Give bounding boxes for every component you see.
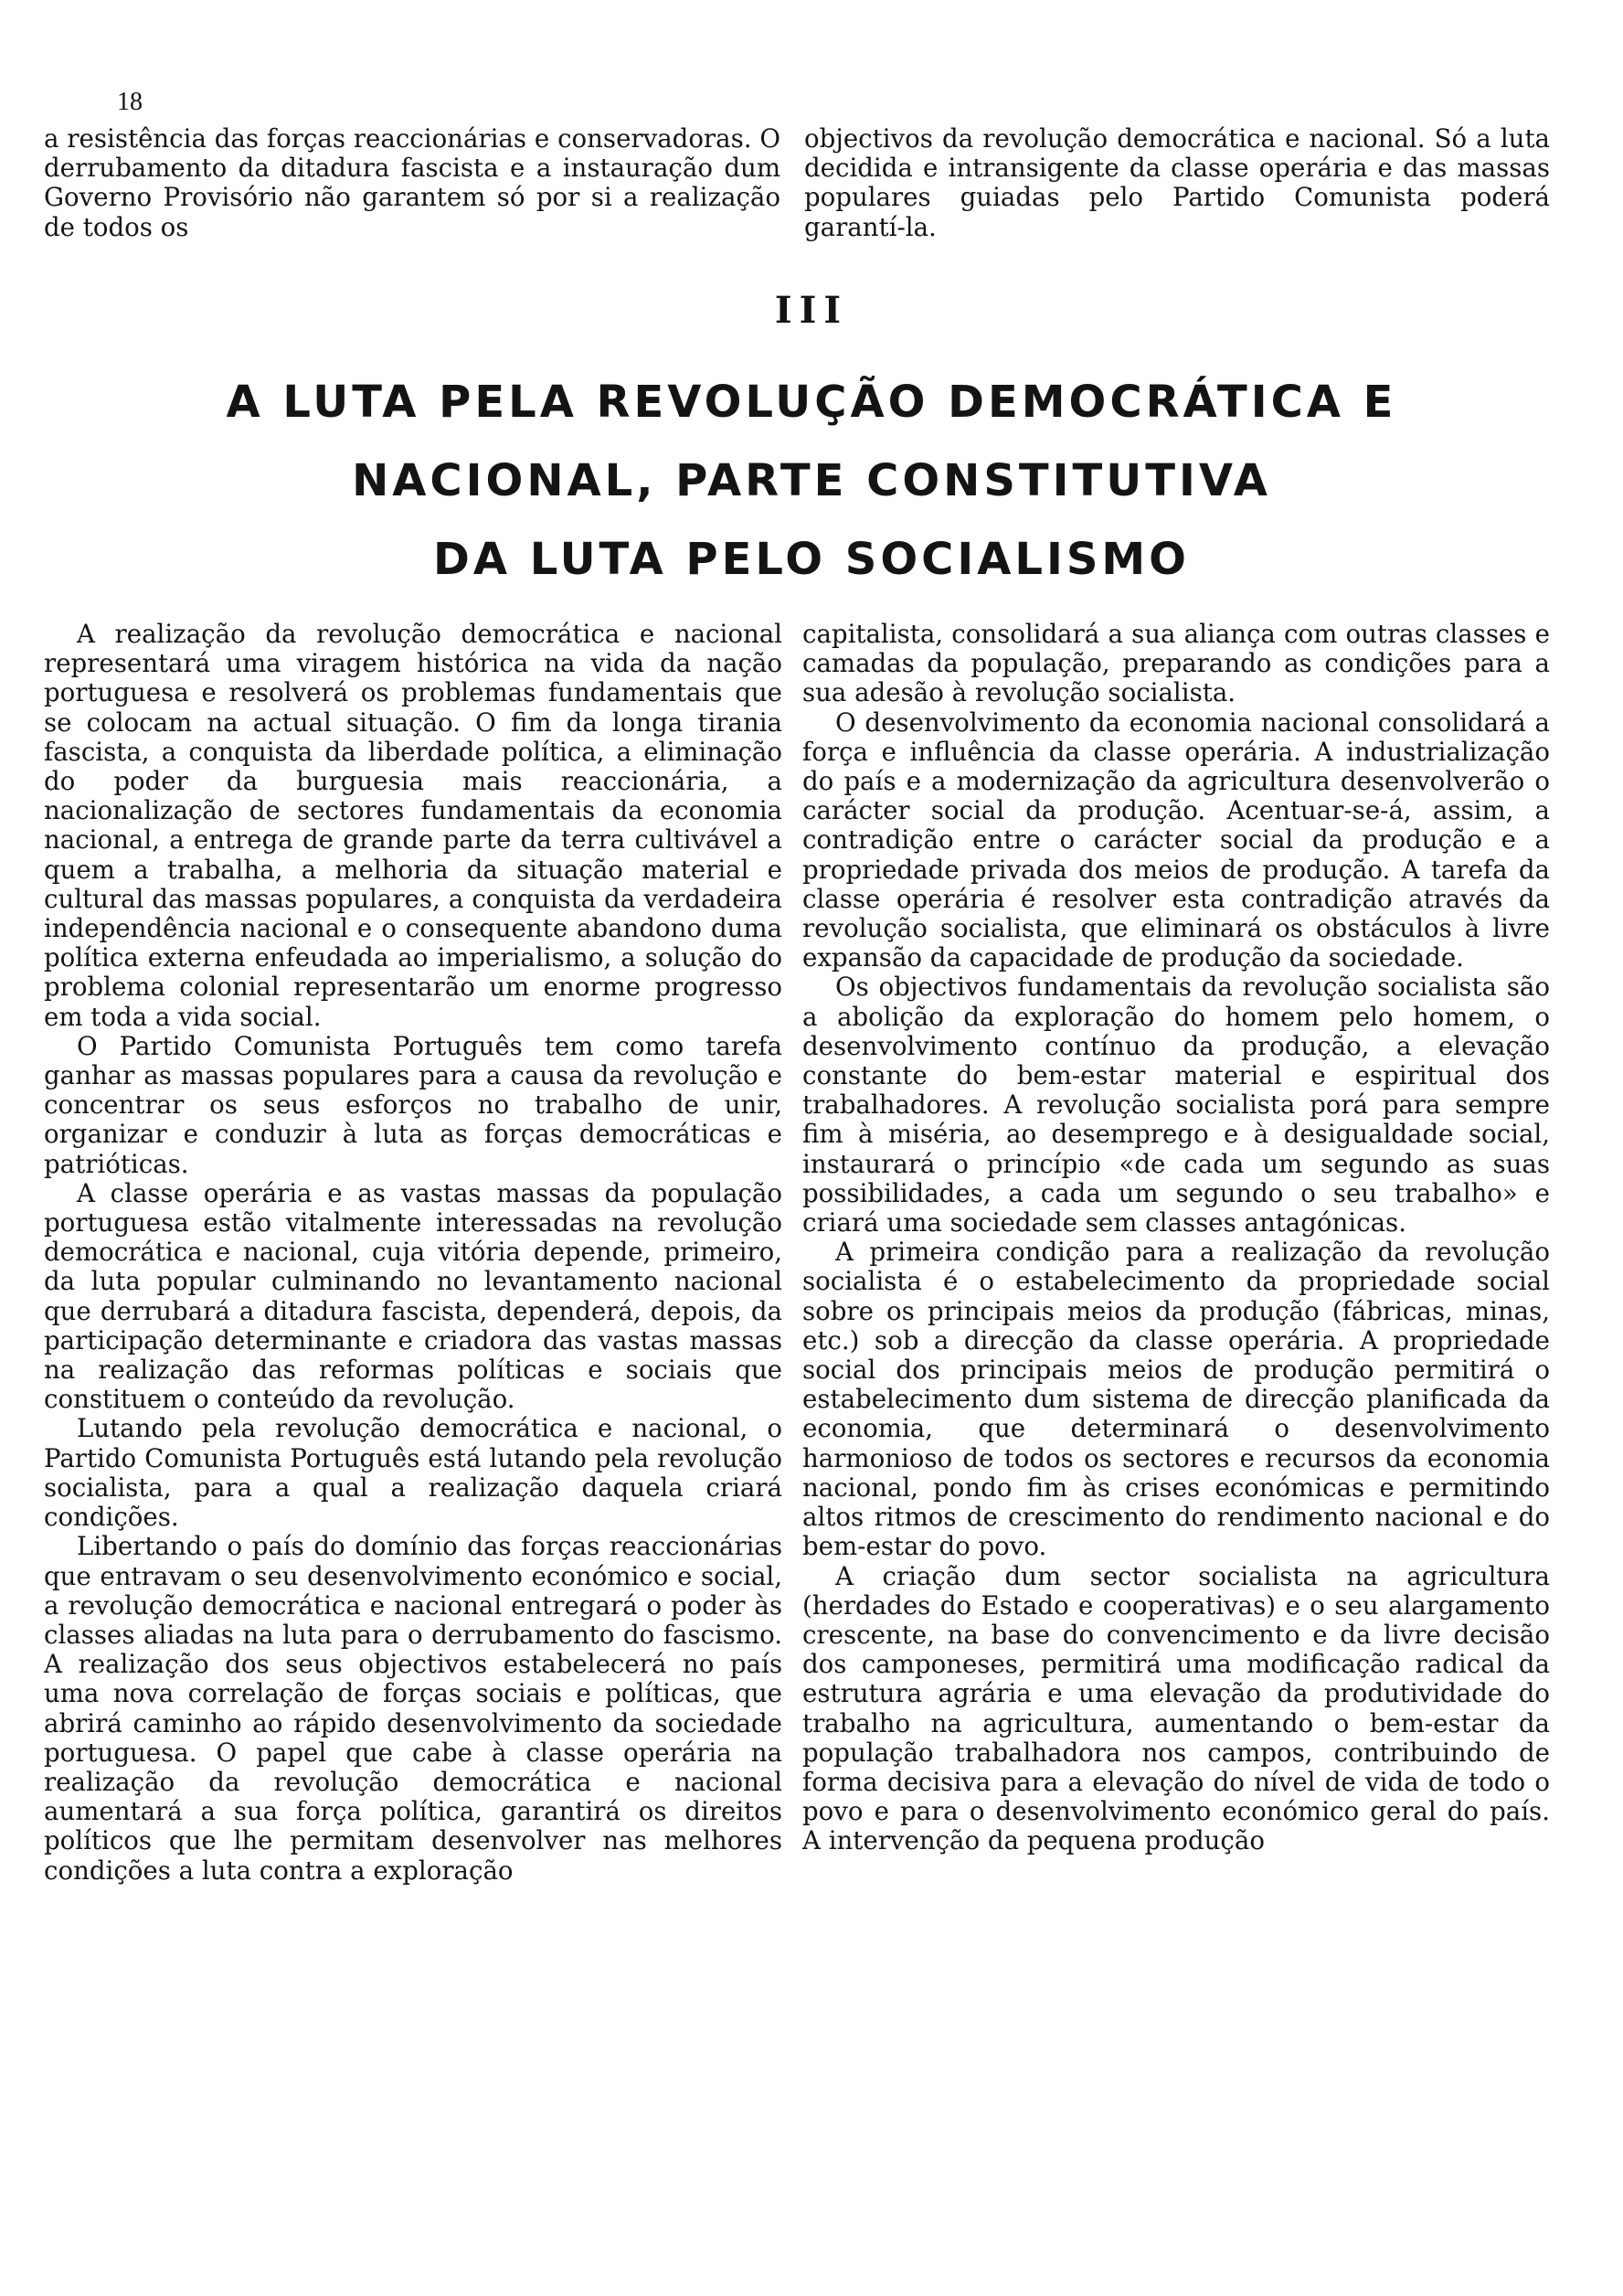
chapter-heading-line-3: DA LUTA PELO SOCIALISMO — [433, 534, 1190, 585]
paragraph: capitalista, consolidará a sua aliança com outras classes e camadas da população, preparando as condições para a sua adesão à revolução socialista. — [802, 619, 1550, 708]
paragraph: Libertando o país do domínio das forças reaccionárias que entravam o seu desenvolvimento económico e social, a revolução democrática e nacional entregará o poder às classes aliadas na luta para o derrubamento do fascismo. A realização dos seus objectivos estabelecerá no país uma nova correlação de forças sociais e políticas, que abrirá caminho ao rápido desenvolvimento da sociedade portuguesa. O papel que cabe à classe operária na realização da revolução democrática e nacional aumentará a sua força política, garantirá os direitos políticos que lhe permitam desenvolver nas melhores condições a luta contra a exploração — [44, 1531, 782, 1886]
paragraph: A classe operária e as vastas massas da população portuguesa estão vitalmente interessadas na revolução democrática e nacional, cuja vitória depende, primeiro, da luta popular culminando no levantamento nacional que derrubará a ditadura fascista, dependerá, depois, da participação determinante e criadora das vastas massas na realização das reformas políticas e sociais que constituem o conteúdo da revolução. — [44, 1177, 782, 1415]
top-left-column — [44, 124, 780, 242]
chapter-heading-line-1: A LUTA PELA REVOLUÇÃO DEMOCRÁTICA E — [226, 377, 1397, 428]
paragraph: O Partido Comunista Português tem como tarefa ganhar as massas populares para a causa da revolução e concentrar os seus esforços no trabalho de unir, organizar e conduzir à luta as forças democráticas e patrióticas. — [44, 1030, 782, 1179]
right-column — [802, 620, 1550, 1856]
page-number: 18 — [117, 88, 143, 116]
chapter-number: III — [774, 289, 849, 332]
paragraph: A primeira condição para a realização da revolução socialista é o estabelecimento da propriedade social sobre os principais meios da produção (fábricas, minas, etc.) sob a direcção da classe operária. A propriedade social dos principais meios de produção permitirá o estabelecimento dum sistema de direcção planificada da economia, que determinará o desenvolvimento harmonioso de todos os sectores e recursos da economia nacional, pondo fim às crises económicas e permitindo altos ritmos de crescimento do rendimento nacional e do bem-estar do povo. — [802, 1237, 1550, 1562]
paragraph: A criação dum sector socialista na agricultura (herdades do Estado e cooperativas) e o seu alargamento crescente, na base do convencimento e da livre decisão dos camponeses, permitirá uma modificação radical da estrutura agrária e uma elevação da produtividade do trabalho na agricultura, aumentando o bem-estar da população trabalhadora nos campos, contribuindo de forma decisiva para a elevação do nível de vida de todo o povo e para o desenvolvimento económico geral do país. A intervenção da pequena produção — [802, 1560, 1550, 1856]
top-left-paragraph: a resistência das forças reaccionárias e conservadoras. O derrubamento da ditadura fascista e a instauração dum Governo Provisório não garantem só por si a realização de todos os — [44, 123, 780, 242]
paragraph: Os objectivos fundamentais da revolução socialista são a abolição da exploração do homem pelo homem, o desenvolvimento contínuo da produção, a elevação constante do bem-estar material e espiritual dos trabalhadores. A revolução socialista porá para sempre fim à miséria, ao desemprego e à desigualdade social, instaurará o princípio «de cada um segundo as suas possibilidades, a cada um segundo o seu trabalho» e criará uma sociedade sem classes antagónicas. — [802, 972, 1550, 1238]
top-right-column — [804, 124, 1550, 242]
paragraph: Lutando pela revolução democrática e nacional, o Partido Comunista Português está lutando pela revolução socialista, para a qual a realização daquela criará condições. — [44, 1413, 782, 1533]
top-right-paragraph: objectivos da revolução democrática e nacional. Só a luta decidida e intransigente da classe operária e das massas populares guiadas pelo Partido Comunista poderá garantí-la. — [804, 123, 1550, 242]
left-column — [44, 620, 782, 1886]
paragraph: A realização da revolução democrática e nacional representará uma viragem histórica na vida da nação portuguesa e resolverá os problemas fundamentais que se colocam na actual situação. O fim da longa tirania fascista, a conquista da liberdade política, a eliminação do poder da burguesia mais reaccionária, a nacionalização de sectores fundamentais da economia nacional, a entrega de grande parte da terra cultivável a quem a trabalha, a melhoria da situação material e cultural das massas populares, a conquista da verdadeira independência nacional e o consequente abandono duma política externa enfeudada ao imperialismo, a solução do problema colonial representarão um enorme progresso em toda a vida social. — [44, 619, 782, 1032]
chapter-heading-line-2: NACIONAL, PARTE CONSTITUTIVA — [352, 455, 1271, 506]
paragraph: O desenvolvimento da economia nacional consolidará a força e influência da classe operária. A industrialização do país e a modernização da agricultura desenvolverão o carácter social da produção. Acentuar-se-á, assim, a contradição entre o carácter social da produção e a propriedade privada dos meios de produção. A tarefa da classe operária é resolver esta contradição através da revolução socialista, que eliminará os obstáculos à livre expansão da capacidade de produção da sociedade. — [802, 707, 1550, 973]
